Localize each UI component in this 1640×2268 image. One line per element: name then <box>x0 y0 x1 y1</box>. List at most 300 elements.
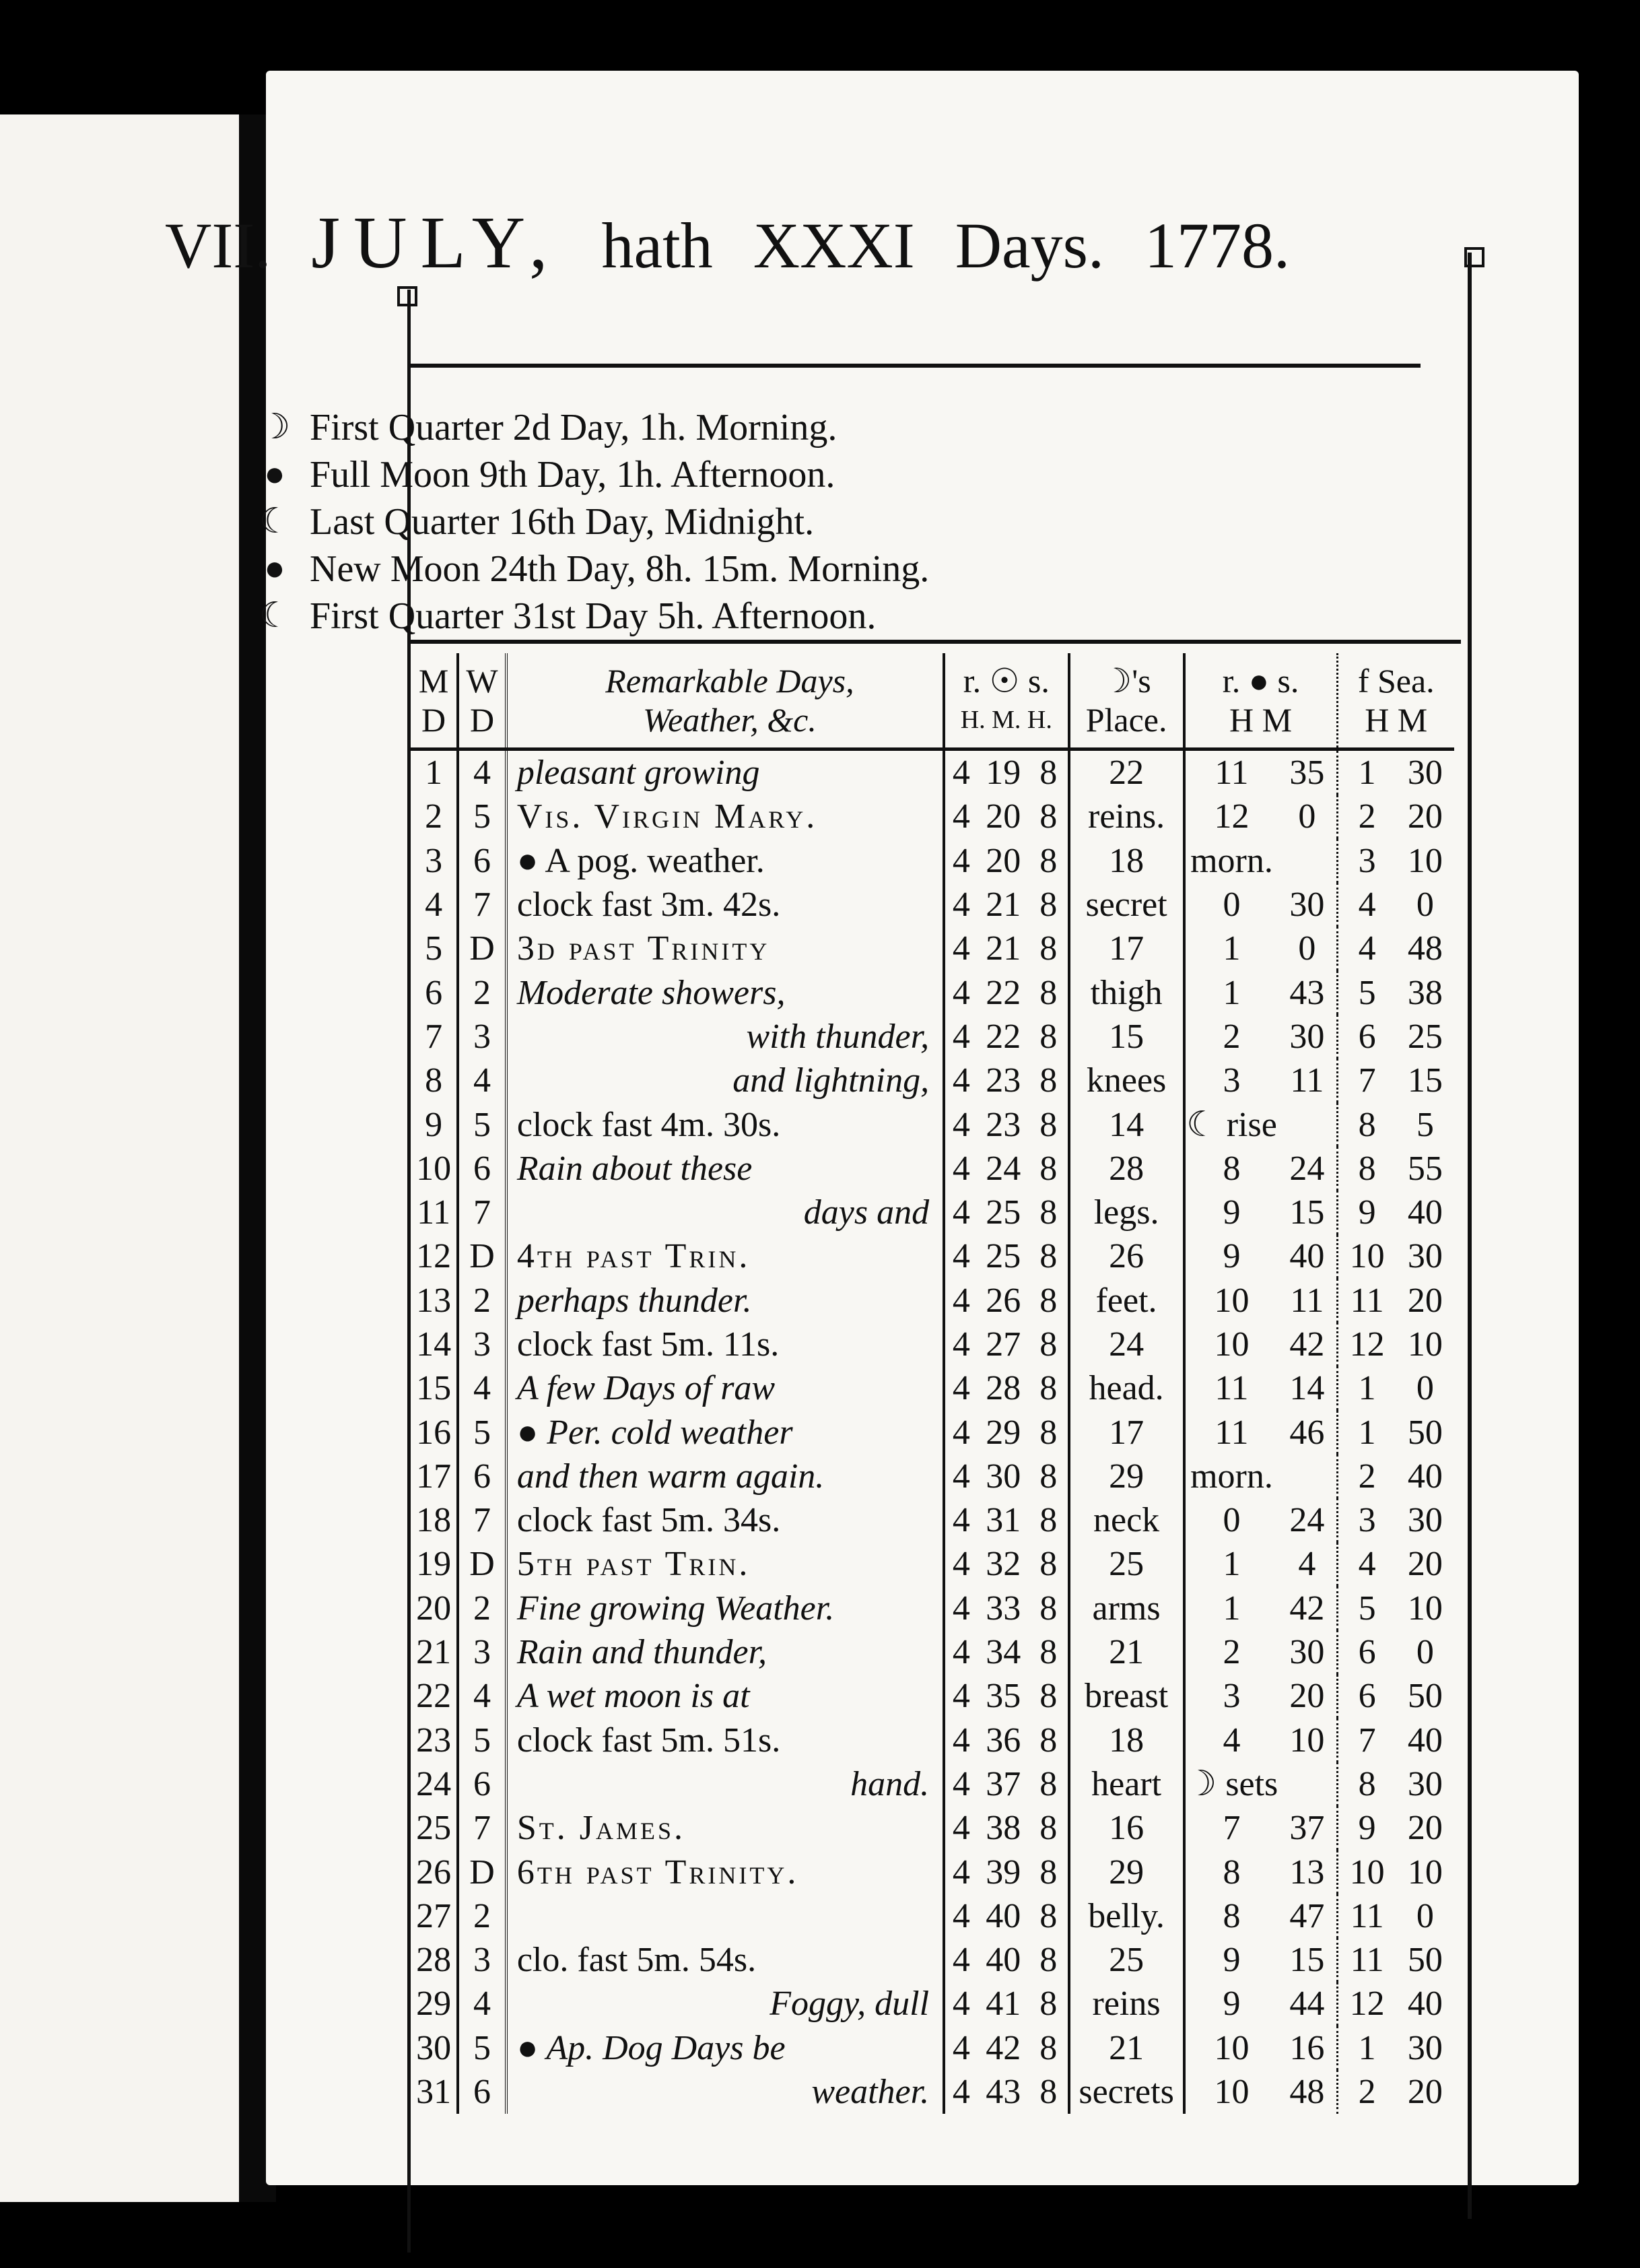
month-day: 23 <box>411 1719 458 1762</box>
full-sea-minute: 50 <box>1407 1677 1443 1716</box>
corner-ornament <box>1464 247 1484 267</box>
moon-rise-set-minute: 11 <box>1278 1279 1337 1323</box>
sun-set-hour: 8 <box>1029 749 1069 795</box>
month-day: 11 <box>411 1191 458 1234</box>
remarkable-entry: weather. <box>811 2073 930 2112</box>
moon-rise-set-hour: 9 <box>1223 1984 1241 2024</box>
sun-rise-hour: 4 <box>952 1369 970 1408</box>
sun-rise-hour: 4 <box>952 1193 970 1232</box>
remarkable-text <box>506 1455 944 1498</box>
remarkable-text <box>506 1542 944 1586</box>
moon-place: 16 <box>1069 1806 1184 1850</box>
month-day: 18 <box>411 1498 458 1542</box>
calendar-body <box>411 749 1454 2114</box>
table-row <box>411 1059 1454 1102</box>
full-sea-minute: 20 <box>1407 2073 1443 2112</box>
remarkable-text <box>506 1279 944 1323</box>
full-sea-minute: 10 <box>1407 1589 1443 1628</box>
moon-rise-set-hour: 12 <box>1214 797 1250 836</box>
sun-rise-hour: 4 <box>952 1721 970 1760</box>
month-day: 29 <box>411 1982 458 2026</box>
remarkable-entry: perhaps thunder. <box>516 1281 752 1320</box>
sun-set-hour: 8 <box>1029 1234 1069 1278</box>
table-header-row <box>411 653 1454 749</box>
full-sea-minute: 0 <box>1416 1896 1434 1935</box>
sun-set-hour: 8 <box>1029 2026 1069 2070</box>
sun-set-hour: 8 <box>1029 1498 1069 1542</box>
week-day: 5 <box>458 1102 506 1146</box>
sun-set-hour: 8 <box>1029 1542 1069 1586</box>
moon-rise-set-hour: 10 <box>1214 1325 1250 1364</box>
moon-rise-set-hour: 9 <box>1223 1237 1241 1276</box>
month-day: 9 <box>411 1102 458 1146</box>
remarkable-entry: clock fast 3m. 42s. <box>516 886 781 925</box>
month-day: 10 <box>411 1147 458 1191</box>
phase-text: First Quarter 31st Day 5h. Afternoon. <box>310 595 877 637</box>
remarkable-text <box>506 1894 944 1938</box>
moon-place: 15 <box>1069 1015 1184 1059</box>
remarkable-entry: Foggy, dull <box>770 1984 930 2024</box>
sun-rise-hour: 4 <box>952 1105 970 1144</box>
sun-set-hour: 8 <box>1029 1455 1069 1498</box>
month-day: 3 <box>411 839 458 883</box>
week-day: 5 <box>458 795 506 838</box>
week-day: 2 <box>458 1279 506 1323</box>
sun-rise-minute: 28 <box>986 1369 1021 1408</box>
full-sea-minute: 20 <box>1407 1545 1443 1584</box>
week-day: 5 <box>458 1410 506 1454</box>
remarkable-entry: 5th past Trin. <box>516 1545 751 1584</box>
full-sea-hour: 12 <box>1349 1325 1385 1364</box>
moon-rise-set-minute: 42 <box>1278 1323 1337 1366</box>
remarkable-text <box>506 1982 944 2026</box>
remarkable-text <box>506 927 944 970</box>
remarkable-text <box>506 1762 944 1806</box>
remarkable-text <box>506 1147 944 1191</box>
full-sea-hour: 7 <box>1358 1721 1376 1760</box>
sun-rise-minute: 24 <box>986 1149 1021 1188</box>
full-sea-hour: 6 <box>1358 1633 1376 1672</box>
moon-place: secret <box>1069 883 1184 927</box>
moon-rise-set-minute: 14 <box>1278 1366 1337 1410</box>
week-day: 3 <box>458 1630 506 1674</box>
heading-days: Days. <box>955 209 1104 281</box>
table-row <box>411 927 1454 970</box>
heading-hath: hath <box>601 209 713 281</box>
remarkable-entry: Moderate showers, <box>516 973 786 1012</box>
moon-rise-set-minute: 4 <box>1278 1542 1337 1586</box>
moon-rise-set-hour: 2 <box>1223 1633 1241 1672</box>
calendar-table <box>411 653 1454 2114</box>
moon-place: heart <box>1069 1762 1184 1806</box>
sun-rise-minute: 38 <box>986 1809 1021 1848</box>
remarkable-entry: 3d past Trinity <box>516 929 770 968</box>
table-row <box>411 1850 1454 1894</box>
sun-set-hour: 8 <box>1029 1015 1069 1059</box>
remarkable-entry: Rain and thunder, <box>516 1633 767 1672</box>
moon-rise-set-hour: 2 <box>1223 1017 1241 1056</box>
sun-rise-hour: 4 <box>952 797 970 836</box>
remarkable-text <box>506 1191 944 1234</box>
moon-place: 28 <box>1069 1147 1184 1191</box>
sun-rise-hour: 4 <box>952 1149 970 1188</box>
full-sea-hour: 5 <box>1358 973 1376 1012</box>
sun-rise-minute: 35 <box>986 1677 1021 1716</box>
full-sea-hour: 1 <box>1358 754 1376 793</box>
table-row <box>411 795 1454 838</box>
moon-rise-set-minute: 42 <box>1278 1587 1337 1630</box>
remarkable-text <box>506 1323 944 1366</box>
sun-rise-hour: 4 <box>952 1633 970 1672</box>
month-day: 5 <box>411 927 458 970</box>
moon-rise-set-hour: 3 <box>1223 1061 1241 1100</box>
moon-rise-set-hour: 0 <box>1223 1501 1241 1540</box>
moon-rise-set-minute: 37 <box>1278 1806 1337 1850</box>
moon-rise-set-hour: 10 <box>1214 2028 1250 2067</box>
table-row <box>411 1147 1454 1191</box>
month-day: 16 <box>411 1410 458 1454</box>
full-sea-hour: 2 <box>1358 2073 1376 2112</box>
col-moon-place-line1: ☽'s <box>1101 662 1151 700</box>
phase-row <box>256 593 929 640</box>
remarkable-entry: days and <box>803 1193 930 1232</box>
remarkable-text <box>506 1410 944 1454</box>
sun-rise-minute: 32 <box>986 1545 1021 1584</box>
sun-rise-minute: 33 <box>986 1589 1021 1628</box>
month-day: 31 <box>411 2070 458 2114</box>
remarkable-text <box>506 839 944 883</box>
full-sea-minute: 5 <box>1416 1105 1434 1144</box>
moon-rise-set-hour: 10 <box>1214 2073 1250 2112</box>
sun-rise-hour: 4 <box>952 1017 970 1056</box>
phase-text: First Quarter 2d Day, 1h. Morning. <box>310 407 838 448</box>
col-full-sea <box>1337 653 1454 749</box>
moon-rise-set-hour: 0 <box>1223 886 1241 925</box>
moon-rise-set-minute: 13 <box>1278 1850 1337 1894</box>
moon-rise-set-minute <box>1278 1102 1337 1146</box>
table-row <box>411 1323 1454 1366</box>
full-sea-hour: 3 <box>1358 1501 1376 1540</box>
sun-set-hour: 8 <box>1029 1147 1069 1191</box>
month-day: 17 <box>411 1455 458 1498</box>
col-week-day: W D <box>458 653 506 749</box>
moon-phase-icon: ☾ <box>259 502 291 541</box>
month-day: 2 <box>411 795 458 838</box>
moon-rise-set-hour: 1 <box>1223 929 1241 968</box>
moon-place: legs. <box>1069 1191 1184 1234</box>
sun-set-hour: 8 <box>1029 1410 1069 1454</box>
sun-rise-minute: 30 <box>986 1457 1021 1496</box>
sun-set-hour: 8 <box>1029 1366 1069 1410</box>
week-day: 6 <box>458 1147 506 1191</box>
moon-place: 18 <box>1069 839 1184 883</box>
moon-rise-set-hour: 8 <box>1223 1853 1241 1892</box>
sun-set-hour: 8 <box>1029 1630 1069 1674</box>
month-day: 20 <box>411 1587 458 1630</box>
remarkable-entry: clock fast 5m. 51s. <box>516 1721 781 1760</box>
remarkable-entry: pleasant growing <box>516 754 760 793</box>
moon-rise-set-hour: 8 <box>1223 1149 1241 1188</box>
col-remarkable-line1: Remarkable Days, <box>605 662 854 700</box>
full-sea-hour: 5 <box>1358 1589 1376 1628</box>
full-sea-minute: 15 <box>1407 1061 1443 1100</box>
remarkable-entry: 6th past Trinity. <box>516 1853 799 1892</box>
table-row <box>411 1587 1454 1630</box>
week-day: 6 <box>458 839 506 883</box>
moon-phase-icon: ● <box>264 549 285 588</box>
sun-set-hour: 8 <box>1029 1850 1069 1894</box>
remarkable-text <box>506 1498 944 1542</box>
week-day: 4 <box>458 1366 506 1410</box>
month-day: 14 <box>411 1323 458 1366</box>
week-day: 5 <box>458 2026 506 2070</box>
month-day: 4 <box>411 883 458 927</box>
month-day: 26 <box>411 1850 458 1894</box>
phase-text: New Moon 24th Day, 8h. 15m. Morning. <box>310 548 930 590</box>
moon-rise-set-hour: 11 <box>1215 1369 1249 1408</box>
sun-rise-hour: 4 <box>952 1413 970 1452</box>
sun-rise-minute: 41 <box>986 1984 1021 2024</box>
remarkable-text <box>506 2026 944 2070</box>
moon-place: 14 <box>1069 1102 1184 1146</box>
sun-rise-hour: 4 <box>952 1809 970 1848</box>
month-day: 12 <box>411 1234 458 1278</box>
moon-place: reins. <box>1069 795 1184 838</box>
moon-rise-set-minute: 30 <box>1278 883 1337 927</box>
sun-rise-minute: 39 <box>986 1853 1021 1892</box>
moon-rise-set-minute: 30 <box>1278 1630 1337 1674</box>
full-sea-minute: 40 <box>1407 1457 1443 1496</box>
table-row <box>411 749 1454 795</box>
table-row <box>411 1674 1454 1718</box>
remarkable-entry: Vis. Virgin Mary. <box>516 797 818 836</box>
month-day: 21 <box>411 1630 458 1674</box>
table-row <box>411 1234 1454 1278</box>
moon-rise-set-minute: 0 <box>1278 927 1337 970</box>
remarkable-text <box>506 1234 944 1278</box>
week-day: 3 <box>458 1015 506 1059</box>
full-sea-minute: 0 <box>1416 886 1434 925</box>
month-day: 1 <box>411 749 458 795</box>
col-sun-line2: H. M. H. <box>960 706 1052 734</box>
full-sea-hour: 3 <box>1358 841 1376 880</box>
remarkable-entry: 4th past Trin. <box>516 1237 751 1276</box>
sun-rise-minute: 27 <box>986 1325 1021 1364</box>
sun-rise-hour: 4 <box>952 929 970 968</box>
week-day: D <box>458 1234 506 1278</box>
week-day: D <box>458 927 506 970</box>
table-row <box>411 2026 1454 2070</box>
remarkable-entry: A few Days of raw <box>516 1369 776 1408</box>
moon-rise-set-minute <box>1278 1455 1337 1498</box>
full-sea-hour: 10 <box>1349 1237 1385 1276</box>
col-sun-line1: r. ☉ s. <box>963 662 1050 700</box>
table-row <box>411 1102 1454 1146</box>
sun-rise-minute: 23 <box>986 1105 1021 1144</box>
full-sea-hour: 4 <box>1358 1545 1376 1584</box>
remarkable-entry: hand. <box>850 1764 930 1803</box>
col-sun <box>944 653 1068 749</box>
week-day: 4 <box>458 1982 506 2026</box>
moon-rise-set-hour: 4 <box>1223 1721 1241 1760</box>
moon-rise-set-hour: 1 <box>1223 973 1241 1012</box>
page-heading <box>165 195 1309 290</box>
moon-place: neck <box>1069 1498 1184 1542</box>
moon-place: 29 <box>1069 1455 1184 1498</box>
moon-rise-set-minute: 44 <box>1278 1982 1337 2026</box>
sun-rise-hour: 4 <box>952 973 970 1012</box>
moon-rise-set-minute: 16 <box>1278 2026 1337 2070</box>
remarkable-entry: and lightning, <box>732 1061 930 1100</box>
full-sea-hour: 8 <box>1358 1149 1376 1188</box>
year: 1778. <box>1144 209 1290 281</box>
moon-place: 18 <box>1069 1719 1184 1762</box>
moon-rise-set-hour: 3 <box>1223 1677 1241 1716</box>
remarkable-text <box>506 1015 944 1059</box>
sun-rise-hour: 4 <box>952 1853 970 1892</box>
col-moon-place <box>1069 653 1184 749</box>
remarkable-entry: clock fast 5m. 11s. <box>516 1325 780 1364</box>
week-day: D <box>458 1850 506 1894</box>
moon-place: 17 <box>1069 1410 1184 1454</box>
table-row <box>411 970 1454 1014</box>
remarkable-entry: ● A pog. weather. <box>516 841 765 880</box>
sun-rise-minute: 40 <box>986 1941 1021 1980</box>
col-sea-line1: f Sea. <box>1357 662 1435 700</box>
table-row <box>411 1498 1454 1542</box>
remarkable-entry: clock fast 4m. 30s. <box>516 1105 781 1144</box>
moon-rise-set-hour: 9 <box>1223 1193 1241 1232</box>
full-sea-hour: 9 <box>1358 1193 1376 1232</box>
remarkable-text <box>506 1630 944 1674</box>
sun-rise-hour: 4 <box>952 1457 970 1496</box>
full-sea-minute: 40 <box>1407 1721 1443 1760</box>
month-number: VII. <box>165 209 271 281</box>
moon-place: head. <box>1069 1366 1184 1410</box>
full-sea-minute: 30 <box>1407 1764 1443 1803</box>
moon-rise-set-minute <box>1278 1762 1337 1806</box>
moon-place: secrets <box>1069 2070 1184 2114</box>
sun-rise-minute: 36 <box>986 1721 1021 1760</box>
week-day: 3 <box>458 1323 506 1366</box>
phase-text: Full Moon 9th Day, 1h. Afternoon. <box>310 454 835 496</box>
moon-place: thigh <box>1069 970 1184 1014</box>
full-sea-minute: 20 <box>1407 1281 1443 1320</box>
moon-rise-set-minute: 15 <box>1278 1191 1337 1234</box>
remarkable-text <box>506 1366 944 1410</box>
month-day: 24 <box>411 1762 458 1806</box>
table-row <box>411 1982 1454 2026</box>
sun-rise-minute: 25 <box>986 1237 1021 1276</box>
table-row <box>411 1762 1454 1806</box>
sun-rise-minute: 20 <box>986 797 1021 836</box>
full-sea-hour: 2 <box>1358 1457 1376 1496</box>
sun-set-hour: 8 <box>1029 795 1069 838</box>
full-sea-minute: 0 <box>1416 1369 1434 1408</box>
remarkable-entry: ● Per. cold weather <box>516 1413 793 1452</box>
phase-row <box>256 545 929 593</box>
full-sea-minute: 38 <box>1407 973 1443 1012</box>
sun-set-hour: 8 <box>1029 1938 1069 1982</box>
remarkable-text <box>506 883 944 927</box>
moon-place: breast <box>1069 1674 1184 1718</box>
col-moon-rs-line2: H M <box>1229 701 1293 739</box>
full-sea-minute: 50 <box>1407 1413 1443 1452</box>
remarkable-entry: Rain about these <box>516 1149 753 1188</box>
full-sea-hour: 8 <box>1358 1105 1376 1144</box>
full-sea-minute: 40 <box>1407 1193 1443 1232</box>
col-sea-line2: H M <box>1365 701 1428 739</box>
moon-rise-set-hour: 8 <box>1223 1896 1241 1935</box>
full-sea-hour: 1 <box>1358 1369 1376 1408</box>
col-month-day: M D <box>411 653 458 749</box>
col-remarkable-line2: Weather, &c. <box>643 701 817 739</box>
moon-place: 21 <box>1069 1630 1184 1674</box>
sun-set-hour: 8 <box>1029 1894 1069 1938</box>
moon-rise-set-minute: 35 <box>1278 749 1337 795</box>
remarkable-text <box>506 1587 944 1630</box>
sun-rise-hour: 4 <box>952 754 970 793</box>
remarkable-entry: ● Ap. Dog Days be <box>516 2028 786 2067</box>
facing-page <box>0 114 239 2202</box>
table-row <box>411 1410 1454 1454</box>
moon-rise-set-minute: 30 <box>1278 1015 1337 1059</box>
full-sea-minute: 40 <box>1407 1984 1443 2024</box>
sun-rise-hour: 4 <box>952 1237 970 1276</box>
week-day: 6 <box>458 1762 506 1806</box>
sun-rise-hour: 4 <box>952 1941 970 1980</box>
remarkable-entry: Fine growing Weather. <box>516 1589 835 1628</box>
moon-rise-set-minute: 43 <box>1278 970 1337 1014</box>
sun-set-hour: 8 <box>1029 1059 1069 1102</box>
moon-rise-set-minute: 11 <box>1278 1059 1337 1102</box>
table-row <box>411 1938 1454 1982</box>
week-day: 2 <box>458 970 506 1014</box>
col-remarkable <box>506 653 944 749</box>
month-day: 22 <box>411 1674 458 1718</box>
moon-rise-set-minute <box>1278 839 1337 883</box>
remarkable-entry: clock fast 5m. 34s. <box>516 1501 781 1540</box>
month-day: 28 <box>411 1938 458 1982</box>
sun-set-hour: 8 <box>1029 1279 1069 1323</box>
moon-rise-set-hour: 11 <box>1215 754 1249 793</box>
moon-rise-set-hour: 1 <box>1223 1545 1241 1584</box>
full-sea-hour: 2 <box>1358 797 1376 836</box>
month-day: 30 <box>411 2026 458 2070</box>
full-sea-minute: 10 <box>1407 841 1443 880</box>
moon-rise-set-hour: morn. <box>1190 841 1273 880</box>
full-sea-hour: 10 <box>1349 1853 1385 1892</box>
full-sea-hour: 4 <box>1358 929 1376 968</box>
remarkable-text <box>506 1059 944 1102</box>
month-day: 19 <box>411 1542 458 1586</box>
full-sea-minute: 10 <box>1407 1853 1443 1892</box>
sun-rise-minute: 31 <box>986 1501 1021 1540</box>
sun-set-hour: 8 <box>1029 927 1069 970</box>
week-day: 7 <box>458 883 506 927</box>
sun-set-hour: 8 <box>1029 1806 1069 1850</box>
moon-rise-set-minute: 20 <box>1278 1674 1337 1718</box>
moon-place: 25 <box>1069 1542 1184 1586</box>
remarkable-text <box>506 970 944 1014</box>
moon-rise-set-hour: morn. <box>1190 1457 1273 1496</box>
full-sea-minute: 48 <box>1407 929 1443 968</box>
week-day: 6 <box>458 1455 506 1498</box>
month-day: 7 <box>411 1015 458 1059</box>
week-day: 4 <box>458 1674 506 1718</box>
full-sea-hour: 9 <box>1358 1809 1376 1848</box>
col-moon-rs-line1: r. ● s. <box>1222 662 1299 700</box>
